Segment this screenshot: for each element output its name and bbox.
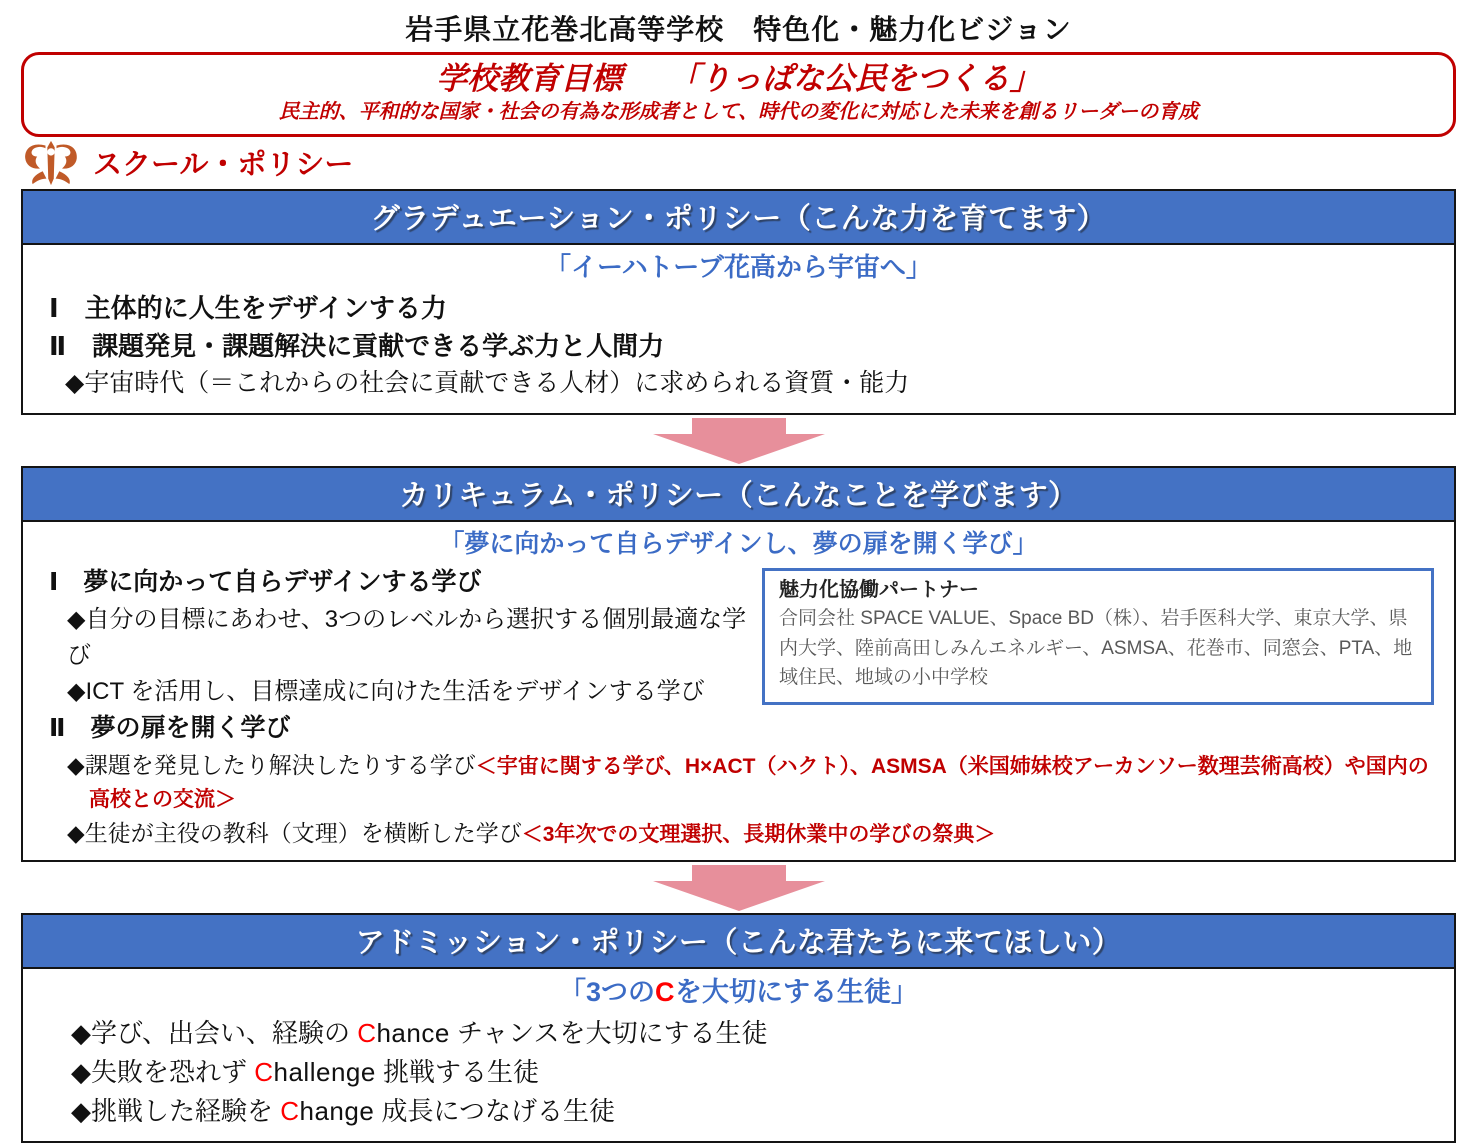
admission-item-text: チャンスを大切にする生徒 xyxy=(449,1018,768,1049)
graduation-item-1: Ⅰ 主体的に人生をデザインする力 xyxy=(49,292,447,323)
down-arrow-head xyxy=(653,434,825,464)
page-title: 岩手県立花巻北高等学校 特色化・魅力化ビジョン xyxy=(405,14,1072,45)
curriculum-item-3-label: ◆課題を発見したり解決したりする学び xyxy=(67,752,476,779)
curriculum-item-4 xyxy=(41,817,1436,850)
admission-item-word: hance xyxy=(376,1018,450,1049)
down-arrow-1 xyxy=(21,415,1456,466)
curriculum-item-1: Ⅰ 夢に向かって自らデザインする学び xyxy=(49,568,482,597)
graduation-item-3: ◆宇宙時代（＝これからの社会に貢献できる人材）に求められる資質・能力 xyxy=(65,369,910,398)
admission-policy-header: アドミッション・ポリシー（こんな君たちに来てほしい） xyxy=(23,915,1454,969)
school-goal-subheading: 民主的、平和的な国家・社会の有為な形成者として、時代の変化に対応した未来を創るリーダーの育成 xyxy=(278,100,1199,123)
down-arrow-2 xyxy=(21,862,1456,913)
school-policy-row xyxy=(21,137,1456,189)
admission-item-text: 挑戦する生徒 xyxy=(375,1057,540,1088)
admission-item-text: ◆失敗を恐れず xyxy=(71,1057,255,1088)
admission-motto-c: C xyxy=(655,976,676,1007)
admission-item-word: hallenge xyxy=(273,1057,376,1088)
school-goal-box xyxy=(21,52,1456,137)
admission-motto-pre: 「3つの xyxy=(558,976,656,1007)
graduation-policy-content xyxy=(23,245,1454,413)
curriculum-item-3-detail: ＜宇宙に関する学び、H×ACT（ハクト）、ASMSA（米国姉妹校アーカンソー数理芸術高校）や国内の高校との交流＞ xyxy=(89,755,1429,812)
curriculum-policy-section xyxy=(21,466,1456,862)
curriculum-item-2: Ⅱ 夢の扉を開く学び xyxy=(49,713,291,742)
curriculum-item-3 xyxy=(41,749,1436,815)
school-crest-icon xyxy=(23,140,79,186)
curriculum-columns xyxy=(41,564,1436,747)
curriculum-item-1b: ◆ICT を活用し、目標達成に向けた生活をデザインする学び xyxy=(67,677,705,705)
admission-motto-post: を大切にする生徒」 xyxy=(675,976,919,1007)
partner-box xyxy=(762,568,1434,704)
school-goal-heading: 学校教育目標 「りっぱな公民をつくる」 xyxy=(436,61,1041,96)
admission-item-c: C xyxy=(357,1018,377,1049)
admission-item-word: hange xyxy=(299,1096,375,1127)
graduation-motto: 「イーハトーブ花高から宇宙へ」 xyxy=(545,251,932,282)
curriculum-policy-header: カリキュラム・ポリシー（こんなことを学びます） xyxy=(23,468,1454,522)
admission-item-c: C xyxy=(254,1057,274,1088)
admission-item-text: ◆学び、出会い、経験の xyxy=(71,1018,358,1049)
curriculum-item-4-detail: ＜3年次での文理選択、長期休業中の学びの祭典＞ xyxy=(521,823,996,847)
down-arrow-head xyxy=(653,881,825,911)
admission-item-c: C xyxy=(280,1096,300,1127)
curriculum-item-4-label: ◆生徒が主役の教科（文理）を横断した学び xyxy=(67,820,522,847)
admission-item-text: ◆挑戦した経験を xyxy=(71,1096,281,1127)
admission-item-2 xyxy=(41,1053,1436,1092)
admission-item-1 xyxy=(41,1014,1436,1053)
partner-box-title: 魅力化協働パートナー xyxy=(779,579,979,602)
curriculum-policy-content xyxy=(23,522,1454,860)
school-policy-label: スクール・ポリシー xyxy=(93,149,354,182)
partner-box-body: 合同会社 SPACE VALUE、Space BD（株）、岩手医科大学、東京大学、県内大学、陸前高田しみんエネルギー、ASMSA、花巻市、同窓会、PTA、地域住民、地域の小中学校 xyxy=(779,608,1413,689)
admission-policy-section xyxy=(21,913,1456,1143)
graduation-item-2: Ⅱ 課題発見・課題解決に貢献できる学ぶ力と人間力 xyxy=(49,331,665,362)
curriculum-item-1a: ◆自分の目標にあわせ、3つのレベルから選択する個別最適な学び xyxy=(67,605,747,669)
down-arrow-stem xyxy=(692,418,786,434)
curriculum-motto: 「夢に向かって自らデザインし、夢の扉を開く学び」 xyxy=(439,529,1038,558)
admission-item-text: 成長につなげる生徒 xyxy=(374,1096,616,1127)
down-arrow-stem xyxy=(692,865,786,881)
curriculum-item-list xyxy=(41,564,762,747)
admission-policy-content xyxy=(23,969,1454,1141)
admission-motto xyxy=(41,975,1436,1010)
graduation-policy-section xyxy=(21,189,1456,415)
admission-item-3 xyxy=(41,1092,1436,1131)
graduation-policy-header: グラデュエーション・ポリシー（こんな力を育てます） xyxy=(23,191,1454,245)
